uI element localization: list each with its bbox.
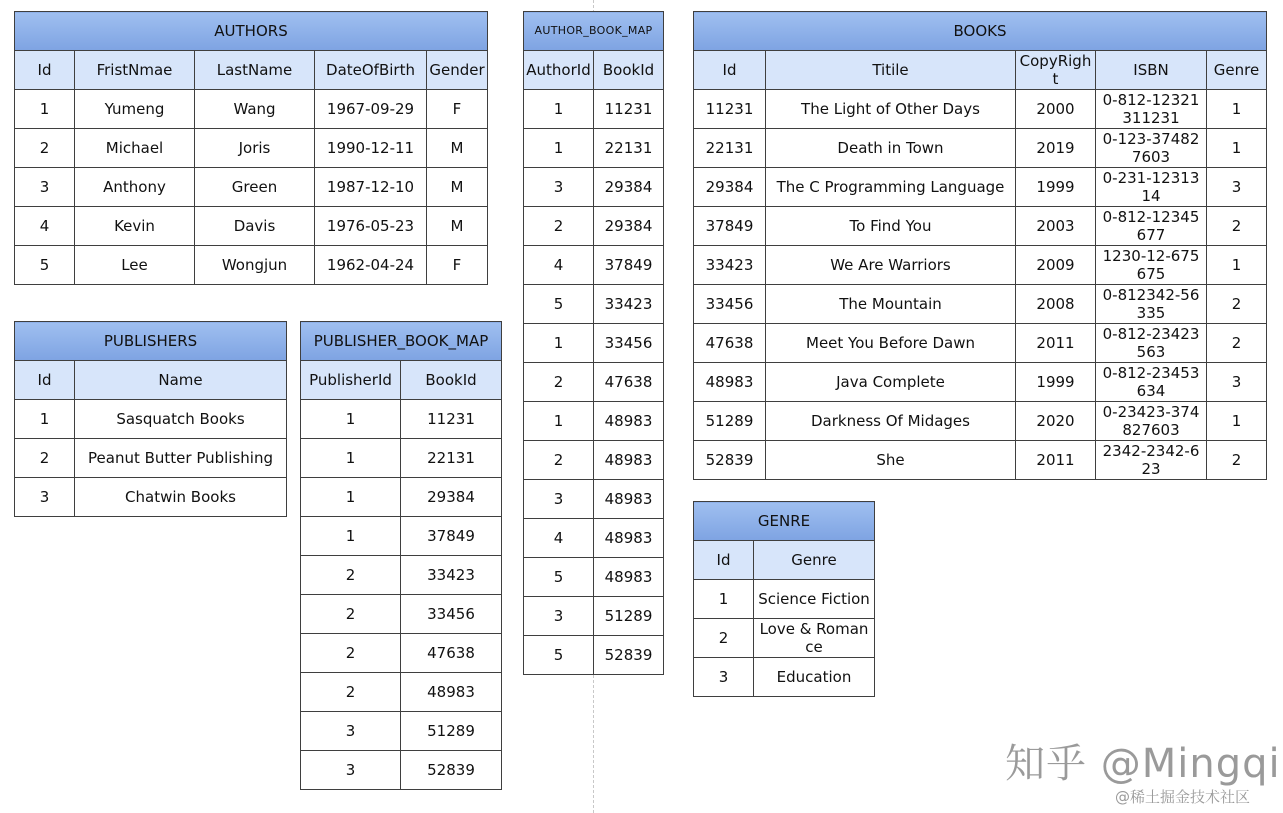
table-row [301,595,502,634]
table-cell: 37849 [694,207,766,246]
table-cell: F [427,246,488,285]
column-header: Genre [754,541,875,580]
table-cell: 2000 [1016,90,1096,129]
table-title: PUBLISHER_BOOK_MAP [301,322,502,361]
table-cell: 29384 [594,168,664,207]
table-cell: 3 [524,597,594,636]
authors-table [14,11,488,285]
table-row [301,634,502,673]
column-header: Name [75,361,287,400]
table-row [524,558,664,597]
table-cell: 11231 [694,90,766,129]
table-cell: 2011 [1016,324,1096,363]
table-cell: 0-812-12345677 [1096,207,1207,246]
table-cell: 33423 [401,556,502,595]
publishers-table [14,321,287,517]
table-cell: 4 [524,519,594,558]
table-cell: 29384 [401,478,502,517]
column-header: AuthorId [524,51,594,90]
table-cell: Peanut Butter Publishing [75,439,287,478]
table-cell: 2 [694,619,754,658]
watermark-zhihu: 知乎 @Mingqi [1005,741,1281,787]
table-row [524,285,664,324]
table-cell: We Are Warriors [766,246,1016,285]
table-cell: 11231 [594,90,664,129]
table-cell: 48983 [694,363,766,402]
table-cell: 37849 [401,517,502,556]
table-cell: Yumeng [75,90,195,129]
table-cell: Wang [195,90,315,129]
column-header: PublisherId [301,361,401,400]
column-header: Id [694,541,754,580]
table-cell: 1999 [1016,168,1096,207]
table-cell: Michael [75,129,195,168]
table-cell: 33456 [401,595,502,634]
table-row [524,207,664,246]
table-cell: 1 [301,478,401,517]
table-row [694,285,1267,324]
table-cell: 0-812-23453634 [1096,363,1207,402]
table-cell: 1 [694,580,754,619]
table-cell: 1976-05-23 [315,207,427,246]
column-header: Genre [1207,51,1267,90]
table-row [524,90,664,129]
table-row [524,168,664,207]
table-row [301,517,502,556]
table-cell: 3 [301,751,401,790]
table-cell: 2 [15,439,75,478]
column-header: BookId [594,51,664,90]
table-cell: 2 [524,207,594,246]
table-row [15,400,287,439]
table-row [694,441,1267,480]
table-cell: 3 [694,658,754,697]
table-title: PUBLISHERS [15,322,287,361]
table-cell: 0-123-374827603 [1096,129,1207,168]
table-row [524,519,664,558]
table-cell: To Find You [766,207,1016,246]
table-cell: 1 [15,90,75,129]
column-header: ISBN [1096,51,1207,90]
table-cell: 0-231-1231314 [1096,168,1207,207]
table-cell: 1962-04-24 [315,246,427,285]
table-title: AUTHORS [15,12,488,51]
watermark-juejin: @稀土掘金技术社区 [1115,788,1251,806]
table-cell: F [427,90,488,129]
table-row [524,441,664,480]
table-cell: 5 [524,636,594,675]
table-cell: 48983 [401,673,502,712]
table-cell: 11231 [401,400,502,439]
table-cell: 5 [15,246,75,285]
table-cell: 48983 [594,402,664,441]
table-cell: Sasquatch Books [75,400,287,439]
column-header: Id [15,361,75,400]
table-cell: 4 [524,246,594,285]
table-cell: 1 [15,400,75,439]
table-row [301,400,502,439]
table-cell: 1967-09-29 [315,90,427,129]
table-cell: 2020 [1016,402,1096,441]
table-row [15,246,488,285]
table-row [524,636,664,675]
table-row [15,168,488,207]
table-cell: The C Programming Language [766,168,1016,207]
table-row [524,597,664,636]
table-title: AUTHOR_BOOK_MAP [524,12,664,51]
column-header: Gender [427,51,488,90]
table-cell: 2 [524,441,594,480]
table-cell: M [427,129,488,168]
table-cell: 29384 [694,168,766,207]
table-cell: 37849 [594,246,664,285]
table-cell: 52839 [401,751,502,790]
books-table [693,11,1267,480]
table-cell: 2 [301,634,401,673]
table-cell: 3 [15,478,75,517]
table-title: GENRE [694,502,875,541]
column-header: Id [694,51,766,90]
table-cell: 52839 [694,441,766,480]
table-cell: 3 [15,168,75,207]
table-cell: 51289 [694,402,766,441]
table-row [694,658,875,697]
genre-table [693,501,875,697]
column-header: DateOfBirth [315,51,427,90]
table-cell: Anthony [75,168,195,207]
table-row [694,619,875,658]
table-cell: 48983 [594,480,664,519]
table-row [301,751,502,790]
table-cell: 2011 [1016,441,1096,480]
table-row [694,363,1267,402]
table-cell: The Light of Other Days [766,90,1016,129]
table-cell: She [766,441,1016,480]
table-cell: 0-812342-56335 [1096,285,1207,324]
table-row [301,556,502,595]
table-cell: 47638 [401,634,502,673]
table-cell: Science Fiction [754,580,875,619]
table-cell: 3 [1207,168,1267,207]
column-header: Id [15,51,75,90]
column-header: FristNmae [75,51,195,90]
table-cell: 2019 [1016,129,1096,168]
table-row [15,207,488,246]
table-row [694,168,1267,207]
table-cell: Java Complete [766,363,1016,402]
table-cell: 52839 [594,636,664,675]
table-cell: 2 [524,363,594,402]
table-cell: 48983 [594,441,664,480]
table-cell: Darkness Of Midages [766,402,1016,441]
table-cell: 51289 [401,712,502,751]
table-row [524,402,664,441]
table-cell: 1 [301,439,401,478]
table-cell: 2 [301,595,401,634]
table-cell: 2 [15,129,75,168]
table-row [694,90,1267,129]
table-cell: 29384 [594,207,664,246]
table-cell: 51289 [594,597,664,636]
table-cell: 33456 [694,285,766,324]
table-row [524,129,664,168]
table-row [524,480,664,519]
table-cell: Death in Town [766,129,1016,168]
table-cell: Chatwin Books [75,478,287,517]
table-cell: 33423 [594,285,664,324]
table-cell: 33423 [694,246,766,285]
table-row [694,129,1267,168]
table-cell: 2009 [1016,246,1096,285]
column-header: BookId [401,361,502,400]
table-row [524,363,664,402]
table-cell: 1 [1207,246,1267,285]
table-cell: Meet You Before Dawn [766,324,1016,363]
table-cell: 47638 [694,324,766,363]
table-cell: 1987-12-10 [315,168,427,207]
table-row [694,402,1267,441]
table-row [15,90,488,129]
table-row [694,324,1267,363]
table-row [694,246,1267,285]
table-cell: 1999 [1016,363,1096,402]
table-cell: 2 [1207,285,1267,324]
table-cell: 1 [1207,90,1267,129]
table-cell: 2 [301,556,401,595]
table-cell: Education [754,658,875,697]
table-row [694,580,875,619]
table-cell: 33456 [594,324,664,363]
table-cell: The Mountain [766,285,1016,324]
table-cell: Lee [75,246,195,285]
table-cell: 22131 [694,129,766,168]
table-row [524,324,664,363]
table-cell: 5 [524,285,594,324]
table-cell: 3 [1207,363,1267,402]
table-row [301,673,502,712]
table-cell: 1 [1207,402,1267,441]
table-cell: 2 [1207,441,1267,480]
table-cell: Joris [195,129,315,168]
table-cell: 22131 [594,129,664,168]
table-cell: 5 [524,558,594,597]
table-row [301,712,502,751]
table-cell: 1 [1207,129,1267,168]
table-cell: 1 [524,90,594,129]
table-cell: 2003 [1016,207,1096,246]
column-header: Titile [766,51,1016,90]
table-cell: 1990-12-11 [315,129,427,168]
table-cell: 3 [301,712,401,751]
table-cell: 47638 [594,363,664,402]
table-cell: 1 [524,129,594,168]
table-cell: 1 [524,402,594,441]
table-cell: Wongjun [195,246,315,285]
table-cell: 3 [524,480,594,519]
table-cell: 1 [301,517,401,556]
table-cell: 2008 [1016,285,1096,324]
table-cell: 3 [524,168,594,207]
table-cell: 2 [1207,324,1267,363]
table-cell: 2342-2342-623 [1096,441,1207,480]
table-cell: 2 [301,673,401,712]
table-cell: 0-23423-374827603 [1096,402,1207,441]
table-cell: Kevin [75,207,195,246]
table-cell: M [427,207,488,246]
table-cell: 4 [15,207,75,246]
table-row [301,478,502,517]
table-row [301,439,502,478]
table-cell: 22131 [401,439,502,478]
table-cell: 48983 [594,519,664,558]
table-cell: 1 [301,400,401,439]
table-cell: Love & Romance [754,619,875,658]
table-cell: M [427,168,488,207]
table-row [524,246,664,285]
table-row [15,129,488,168]
publisher-book-map-table [300,321,502,790]
table-cell: Green [195,168,315,207]
table-cell: 0-812-23423563 [1096,324,1207,363]
table-cell: 1 [524,324,594,363]
table-cell: 1230-12-675675 [1096,246,1207,285]
column-header: LastName [195,51,315,90]
table-row [15,478,287,517]
table-cell: 0-812-12321311231 [1096,90,1207,129]
column-header: CopyRight [1016,51,1096,90]
table-row [694,207,1267,246]
table-title: BOOKS [694,12,1267,51]
author-book-map-table [523,11,664,675]
table-cell: Davis [195,207,315,246]
table-cell: 2 [1207,207,1267,246]
table-cell: 48983 [594,558,664,597]
table-row [15,439,287,478]
